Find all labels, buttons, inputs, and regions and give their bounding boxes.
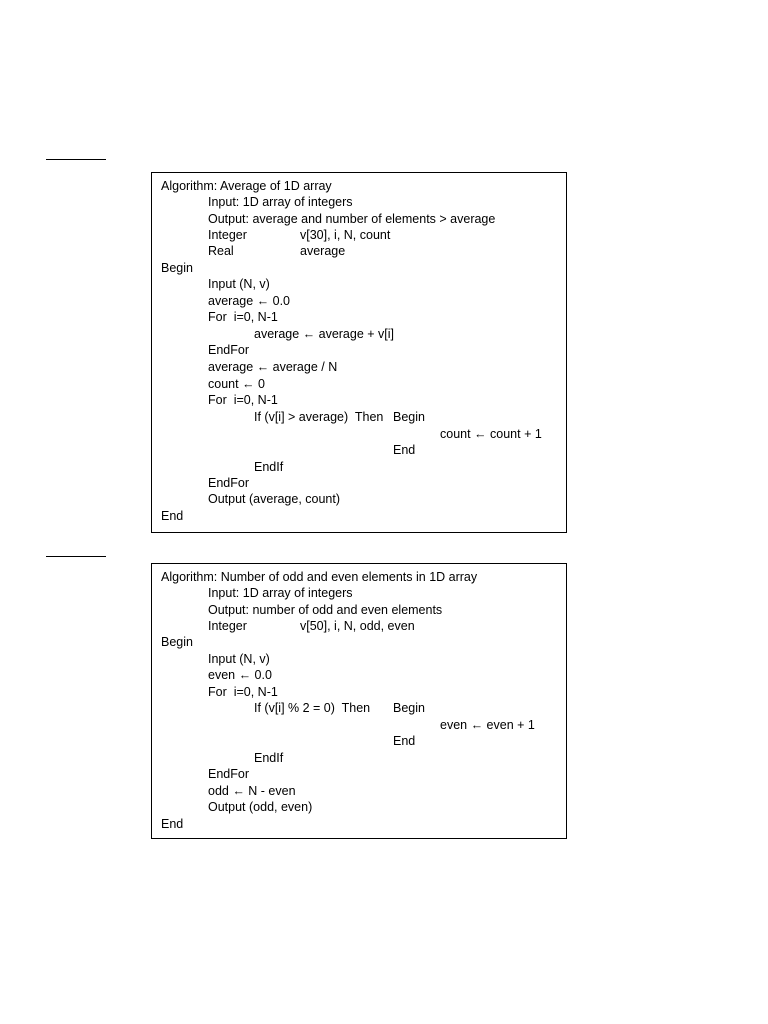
code-line: For i=0, N-1 bbox=[208, 685, 278, 699]
real-type: Real bbox=[208, 244, 234, 258]
code-line: EndIf bbox=[254, 460, 284, 474]
code-line: End bbox=[393, 443, 416, 457]
output-spec: Output: number of odd and even elements bbox=[208, 603, 443, 617]
algorithm-title: Algorithm: Average of 1D array bbox=[161, 179, 332, 193]
code-line: End bbox=[393, 734, 416, 748]
integer-type: Integer bbox=[208, 619, 247, 633]
input-spec: Input: 1D array of integers bbox=[208, 195, 353, 209]
integer-vars: v[30], i, N, count bbox=[300, 228, 391, 242]
code-line: even ← 0.0 bbox=[208, 668, 272, 682]
algorithm-box-odd-even bbox=[151, 563, 567, 839]
begin-keyword: Begin bbox=[161, 261, 193, 275]
code-line: odd ← N - even bbox=[208, 784, 296, 798]
code-line: count ← count + 1 bbox=[440, 427, 542, 441]
output-spec: Output: average and number of elements > average bbox=[208, 212, 496, 226]
code-line: EndFor bbox=[208, 476, 249, 490]
code-line: Output (average, count) bbox=[208, 492, 341, 506]
input-spec: Input: 1D array of integers bbox=[208, 586, 353, 600]
algorithm-title: Algorithm: Number of odd and even elements in 1D array bbox=[161, 570, 478, 584]
integer-vars: v[50], i, N, odd, even bbox=[300, 619, 415, 633]
algorithm-box-average bbox=[151, 172, 567, 533]
code-line: EndIf bbox=[254, 751, 284, 765]
code-line: count ← 0 bbox=[208, 377, 265, 391]
code-line: Output (odd, even) bbox=[208, 800, 313, 814]
code-line: average ← average / N bbox=[208, 360, 338, 374]
code-line: Input (N, v) bbox=[208, 277, 270, 291]
separator-line bbox=[46, 159, 106, 160]
code-line: Begin bbox=[393, 410, 425, 424]
code-line: If (v[i] > average) Then bbox=[254, 410, 384, 424]
code-line: even ← even + 1 bbox=[440, 718, 535, 732]
code-line: average ← average + v[i] bbox=[254, 327, 395, 341]
begin-keyword: Begin bbox=[161, 635, 193, 649]
code-line: Begin bbox=[393, 701, 425, 715]
end-keyword: End bbox=[161, 817, 184, 831]
code-line: Input (N, v) bbox=[208, 652, 270, 666]
code-line: For i=0, N-1 bbox=[208, 393, 278, 407]
separator-line bbox=[46, 556, 106, 557]
real-vars: average bbox=[300, 244, 346, 258]
code-line: EndFor bbox=[208, 767, 249, 781]
code-line: For i=0, N-1 bbox=[208, 310, 278, 324]
integer-type: Integer bbox=[208, 228, 247, 242]
code-line: average ← 0.0 bbox=[208, 294, 290, 308]
code-line: EndFor bbox=[208, 343, 249, 357]
code-line: If (v[i] % 2 = 0) Then bbox=[254, 701, 371, 715]
end-keyword: End bbox=[161, 509, 184, 523]
